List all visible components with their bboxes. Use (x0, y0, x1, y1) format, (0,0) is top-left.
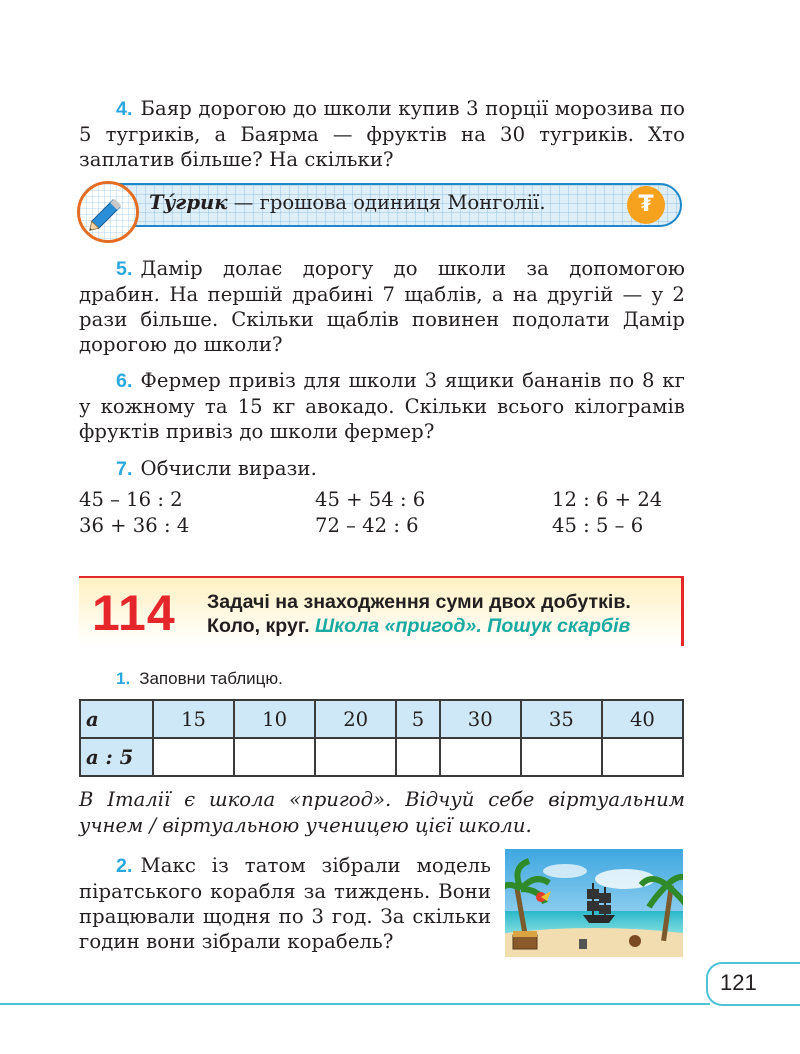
task-number: 7. (116, 458, 133, 480)
pirate-ship-illustration (505, 849, 683, 957)
task-text: Обчисли вирази. (140, 457, 317, 480)
table-cell: 10 (234, 700, 315, 738)
empty-cell[interactable] (153, 738, 234, 776)
task-text: Фермер привіз для школи 3 ящики бананів по 8 кг у кожному та 15 кг авокадо. Скільки всього кілограмів фруктів привіз до школи фермер? (79, 369, 685, 443)
pencil-icon (77, 181, 139, 243)
task-number: 5. (116, 258, 133, 280)
table-cell: 40 (602, 700, 683, 738)
task-number: 6. (116, 370, 133, 392)
expression: 45 + 54 : 6 (315, 488, 426, 511)
task-4 (79, 96, 685, 172)
empty-cell[interactable] (440, 738, 521, 776)
table-cell: 5 (396, 700, 440, 738)
task-text: Баяр дорогою до школи купив 3 порції морозива по 5 тугриків, а Баярма — фруктів на 30 тугриків. Хто заплатив більше? На скільки? (79, 97, 685, 171)
task-text: Макс із татом зібрали модель піратського корабля за тиждень. Вони працювали щодня по 3 год. За скільки годин вони зібрали корабель? (79, 854, 491, 953)
task-2 (79, 853, 491, 954)
task-text: Дамір долає дорогу до школи за допомогою драбин. На першій драбині 7 щаблів, а на другій — у 2 рази більше. Скільки щаблів повинен подолати Дамір дорогою до школи? (79, 257, 685, 356)
lesson-title-main: Задачі на знаходження суми двох добутків. Коло, круг. (207, 591, 631, 637)
lesson-title-theme: Школа «пригод». Пошук скарбів (315, 615, 631, 637)
task-6 (79, 368, 685, 444)
expression: 36 + 36 : 4 (79, 514, 190, 537)
task-1 (79, 668, 283, 690)
task-number: 1. (116, 669, 131, 688)
table-cell: 30 (440, 700, 521, 738)
table-cell: 35 (521, 700, 602, 738)
fill-table (79, 699, 684, 777)
definition-term: Ту́грик (149, 191, 228, 214)
table-cell: 15 (153, 700, 234, 738)
table-row (80, 738, 683, 776)
expression: 72 – 42 : 6 (315, 514, 419, 537)
table-row (80, 700, 683, 738)
expression: 45 : 5 – 6 (552, 514, 644, 537)
footer-line (0, 1003, 710, 1005)
row-header: a (80, 700, 153, 738)
task-number: 4. (116, 98, 133, 120)
intro-text: В Італії є школа «пригод». Відчуй себе віртуальним учнем / віртуальною ученицею цієї школи. (79, 788, 685, 837)
empty-cell[interactable] (602, 738, 683, 776)
definition-body: — грошова одиниця Монголії. (227, 191, 546, 214)
tugrik-coin-icon: ₮ (627, 186, 665, 224)
empty-cell[interactable] (396, 738, 440, 776)
task-text: Заповни таблицю. (139, 669, 283, 688)
task-number: 2. (116, 855, 133, 877)
expression: 12 : 6 + 24 (552, 488, 663, 511)
table-cell: 20 (315, 700, 396, 738)
empty-cell[interactable] (521, 738, 602, 776)
page-number: 121 (720, 970, 757, 995)
empty-cell[interactable] (315, 738, 396, 776)
row-header: a : 5 (80, 738, 153, 776)
definition-text (149, 191, 546, 215)
lesson-title (207, 590, 667, 638)
expression: 45 – 16 : 2 (79, 488, 183, 511)
task-7 (79, 456, 685, 482)
lesson-number: 114 (92, 585, 176, 641)
task-5 (79, 256, 685, 357)
empty-cell[interactable] (234, 738, 315, 776)
